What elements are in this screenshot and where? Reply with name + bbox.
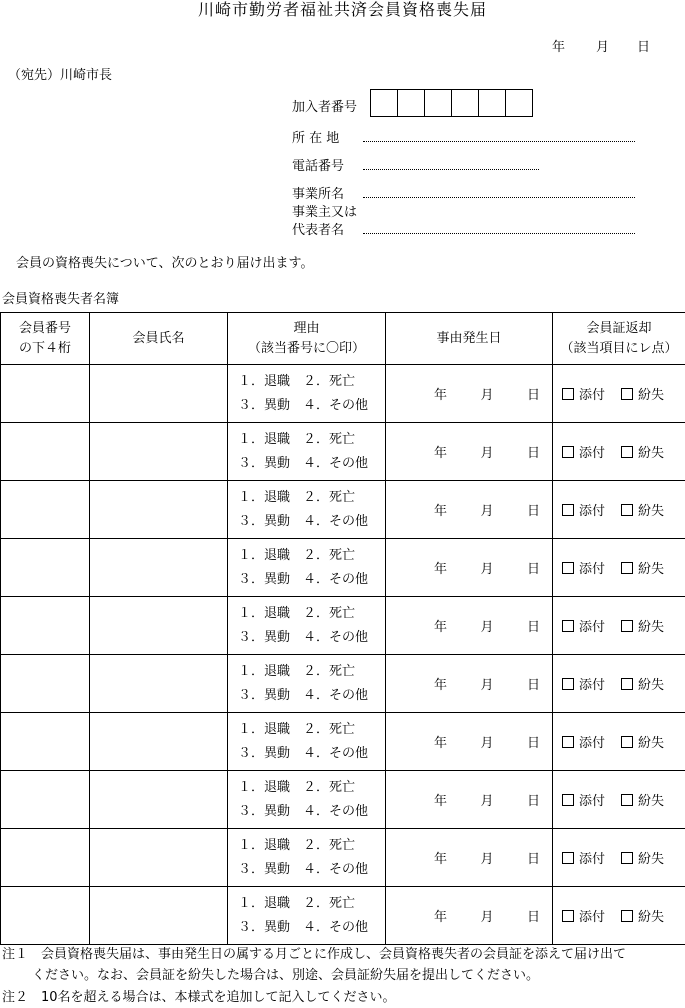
lost-label: 紛失	[638, 562, 664, 577]
return-options	[553, 732, 685, 751]
lost-checkbox[interactable]	[621, 620, 633, 632]
return-cell	[553, 539, 685, 597]
member-no-label: 加入者番号	[292, 96, 357, 115]
date-cell[interactable]	[386, 423, 553, 481]
member-name-cell[interactable]	[90, 771, 228, 829]
date-year-label: 年	[434, 732, 447, 751]
table-row	[1, 539, 685, 597]
member-no-cell[interactable]	[1, 829, 90, 887]
list-title: 会員資格喪失者名簿	[2, 288, 119, 307]
lost-label: 紛失	[638, 446, 664, 461]
attach-checkbox[interactable]	[562, 562, 574, 574]
return-options	[553, 906, 685, 925]
date-parts	[386, 674, 552, 693]
header-reason-line2: （該当番号に〇印）	[228, 339, 385, 359]
phone-field[interactable]	[363, 169, 539, 170]
date-cell[interactable]	[386, 713, 553, 771]
date-month-label: 月	[480, 674, 493, 693]
member-name-cell[interactable]	[90, 365, 228, 423]
date-year-label: 年	[434, 790, 447, 809]
intro-text: 会員の資格喪失について、次のとおり届け出ます。	[16, 252, 313, 271]
reason-options-line1: １．退職 ２．死亡	[228, 370, 385, 394]
addressee: （宛先）川崎市長	[8, 64, 112, 83]
table-row	[1, 887, 685, 945]
attach-checkbox[interactable]	[562, 446, 574, 458]
date-parts	[386, 616, 552, 635]
reason-cell[interactable]	[228, 655, 386, 713]
member-no-cell[interactable]	[1, 655, 90, 713]
reason-options-line2: ３．異動 ４．その他	[228, 684, 385, 708]
reason-options-line2: ３．異動 ４．その他	[228, 568, 385, 592]
reason-options-line1: １．退職 ２．死亡	[228, 892, 385, 916]
rep-label-2: 代表者名	[292, 219, 344, 238]
lost-checkbox[interactable]	[621, 446, 633, 458]
reason-options-line2: ３．異動 ４．その他	[228, 510, 385, 534]
date-month-label: 月	[480, 442, 493, 461]
date-month-label: 月	[480, 384, 493, 403]
member-no-digit[interactable]	[371, 90, 397, 116]
return-cell	[553, 597, 685, 655]
reason-options-line1: １．退職 ２．死亡	[228, 486, 385, 510]
member-no-cell[interactable]	[1, 597, 90, 655]
date-day-label: 日	[527, 906, 540, 925]
return-options	[553, 500, 685, 519]
lost-checkbox[interactable]	[621, 678, 633, 690]
member-no-digit[interactable]	[505, 90, 532, 116]
reason-options-line1: １．退職 ２．死亡	[228, 834, 385, 858]
date-day-label: 日	[527, 442, 540, 461]
attach-label: 添付	[579, 736, 605, 751]
date-day-label: 日	[527, 848, 540, 867]
member-no-cell[interactable]	[1, 481, 90, 539]
lost-label: 紛失	[638, 736, 664, 751]
return-cell	[553, 829, 685, 887]
reason-options-line1: １．退職 ２．死亡	[228, 660, 385, 684]
member-name-cell[interactable]	[90, 597, 228, 655]
lost-label: 紛失	[638, 620, 664, 635]
lost-checkbox[interactable]	[621, 562, 633, 574]
date-cell[interactable]	[386, 655, 553, 713]
member-no-cell[interactable]	[1, 423, 90, 481]
date-parts	[386, 906, 552, 925]
lost-label: 紛失	[638, 910, 664, 925]
lost-checkbox[interactable]	[621, 852, 633, 864]
date-day: 日	[637, 36, 650, 55]
reason-cell[interactable]	[228, 713, 386, 771]
date-parts	[386, 442, 552, 461]
return-options	[553, 848, 685, 867]
reason-cell[interactable]	[228, 365, 386, 423]
reason-cell[interactable]	[228, 771, 386, 829]
date-cell[interactable]	[386, 539, 553, 597]
date-day-label: 日	[527, 616, 540, 635]
date-month-label: 月	[480, 558, 493, 577]
date-year-label: 年	[434, 674, 447, 693]
attach-checkbox[interactable]	[562, 504, 574, 516]
lost-checkbox[interactable]	[621, 910, 633, 922]
table-row	[1, 365, 685, 423]
date-cell[interactable]	[386, 597, 553, 655]
return-options	[553, 558, 685, 577]
reason-options-line2: ３．異動 ４．その他	[228, 742, 385, 766]
return-options	[553, 384, 685, 403]
reason-options-line2: ３．異動 ４．その他	[228, 800, 385, 824]
business-field[interactable]	[363, 197, 635, 198]
return-options	[553, 674, 685, 693]
member-no-cell[interactable]	[1, 539, 90, 597]
date-parts	[386, 384, 552, 403]
date-parts	[386, 732, 552, 751]
date-year-label: 年	[434, 500, 447, 519]
reason-options-line1: １．退職 ２．死亡	[228, 776, 385, 800]
date-cell[interactable]	[386, 771, 553, 829]
lost-label: 紛失	[638, 794, 664, 809]
address-label: 所 在 地	[292, 127, 339, 146]
return-cell	[553, 655, 685, 713]
date-month-label: 月	[480, 500, 493, 519]
date-day-label: 日	[527, 732, 540, 751]
note-2: 注２ 10名を超える場合は、本様式を追加して記入してください。	[2, 988, 396, 1008]
lost-checkbox[interactable]	[621, 388, 633, 400]
date-cell[interactable]	[386, 829, 553, 887]
date-year-label: 年	[434, 616, 447, 635]
reason-options-line2: ３．異動 ４．その他	[228, 626, 385, 650]
date-cell[interactable]	[386, 887, 553, 945]
table-row	[1, 423, 685, 481]
rep-label-1: 事業主又は	[292, 201, 357, 220]
member-no-cell[interactable]	[1, 365, 90, 423]
address-field[interactable]	[363, 141, 635, 142]
date-cell[interactable]	[386, 481, 553, 539]
attach-label: 添付	[579, 504, 605, 519]
date-cell[interactable]	[386, 365, 553, 423]
return-options	[553, 616, 685, 635]
lost-label: 紛失	[638, 852, 664, 867]
business-label: 事業所名	[292, 183, 344, 202]
lost-checkbox[interactable]	[621, 736, 633, 748]
member-no-digit[interactable]	[424, 90, 451, 116]
date-month-label: 月	[480, 906, 493, 925]
date-parts	[386, 790, 552, 809]
reason-options-line2: ３．異動 ４．その他	[228, 394, 385, 418]
member-no-cell[interactable]	[1, 887, 90, 945]
reason-options-line2: ３．異動 ４．その他	[228, 858, 385, 882]
reason-options-line2: ３．異動 ４．その他	[228, 452, 385, 476]
table-header-row	[1, 313, 685, 365]
return-options	[553, 442, 685, 461]
attach-label: 添付	[579, 678, 605, 693]
date-month-label: 月	[480, 616, 493, 635]
table-row	[1, 771, 685, 829]
reason-cell[interactable]	[228, 423, 386, 481]
date-parts	[386, 558, 552, 577]
lost-label: 紛失	[638, 388, 664, 403]
header-return	[553, 313, 685, 365]
lost-label: 紛失	[638, 678, 664, 693]
date-day-label: 日	[527, 558, 540, 577]
header-reason-line1: 理由	[228, 319, 385, 339]
form-title: 川崎市勤労者福祉共済会員資格喪失届	[0, 0, 685, 20]
member-name-cell[interactable]	[90, 539, 228, 597]
table-row	[1, 597, 685, 655]
return-options	[553, 790, 685, 809]
lost-checkbox[interactable]	[621, 794, 633, 806]
header-return-line2: （該当項目にレ点）	[553, 339, 685, 359]
member-name-cell[interactable]	[90, 655, 228, 713]
member-name-cell[interactable]	[90, 423, 228, 481]
return-cell	[553, 713, 685, 771]
return-cell	[553, 771, 685, 829]
reason-cell[interactable]	[228, 887, 386, 945]
phone-label: 電話番号	[292, 155, 344, 174]
reason-options-line1: １．退職 ２．死亡	[228, 544, 385, 568]
table-row	[1, 713, 685, 771]
table-row	[1, 481, 685, 539]
attach-label: 添付	[579, 446, 605, 461]
attach-checkbox[interactable]	[562, 852, 574, 864]
date-year-label: 年	[434, 906, 447, 925]
date-year-label: 年	[434, 558, 447, 577]
date-year: 年	[552, 36, 565, 55]
member-no-digit[interactable]	[478, 90, 505, 116]
date-month: 月	[596, 36, 609, 55]
lost-label: 紛失	[638, 504, 664, 519]
attach-label: 添付	[579, 620, 605, 635]
lost-checkbox[interactable]	[621, 504, 633, 516]
date-month-label: 月	[480, 732, 493, 751]
date-year-label: 年	[434, 442, 447, 461]
member-name-cell[interactable]	[90, 713, 228, 771]
attach-label: 添付	[579, 910, 605, 925]
attach-checkbox[interactable]	[562, 910, 574, 922]
date-month-label: 月	[480, 848, 493, 867]
note-1-line1: 注１ 会員資格喪失届は、事由発生日の属する月ごとに作成し、会員資格喪失者の会員証を添えて届け出て	[2, 945, 626, 965]
note-1-line2: ください。なお、会員証を紛失した場合は、別途、会員証紛失届を提出してください。	[32, 966, 539, 986]
reason-cell[interactable]	[228, 539, 386, 597]
table-row	[1, 655, 685, 713]
attach-label: 添付	[579, 388, 605, 403]
header-member-name: 会員氏名	[90, 313, 228, 365]
reason-options-line1: １．退職 ２．死亡	[228, 718, 385, 742]
date-parts	[386, 500, 552, 519]
representative-field[interactable]	[363, 233, 635, 234]
return-cell	[553, 423, 685, 481]
header-reason	[228, 313, 386, 365]
return-cell	[553, 481, 685, 539]
reason-options-line2: ３．異動 ４．その他	[228, 916, 385, 940]
header-member-no-line2: の下４桁	[1, 339, 89, 359]
attach-checkbox[interactable]	[562, 794, 574, 806]
attach-label: 添付	[579, 852, 605, 867]
reason-cell[interactable]	[228, 481, 386, 539]
member-roster-table	[0, 312, 685, 945]
attach-label: 添付	[579, 562, 605, 577]
return-cell	[553, 365, 685, 423]
reason-options-line1: １．退職 ２．死亡	[228, 428, 385, 452]
member-no-boxes[interactable]	[370, 89, 533, 117]
date-month-label: 月	[480, 790, 493, 809]
header-member-no-line1: 会員番号	[1, 319, 89, 339]
attach-checkbox[interactable]	[562, 678, 574, 690]
table-row	[1, 829, 685, 887]
reason-options-line1: １．退職 ２．死亡	[228, 602, 385, 626]
reason-cell[interactable]	[228, 597, 386, 655]
attach-checkbox[interactable]	[562, 620, 574, 632]
member-no-cell[interactable]	[1, 771, 90, 829]
date-day-label: 日	[527, 790, 540, 809]
roster-body	[1, 365, 685, 945]
date-day-label: 日	[527, 384, 540, 403]
date-year-label: 年	[434, 384, 447, 403]
date-day-label: 日	[527, 674, 540, 693]
date-parts	[386, 848, 552, 867]
header-date: 事由発生日	[386, 313, 553, 365]
header-member-no	[1, 313, 90, 365]
member-name-cell[interactable]	[90, 829, 228, 887]
date-day-label: 日	[527, 500, 540, 519]
return-cell	[553, 887, 685, 945]
member-name-cell[interactable]	[90, 887, 228, 945]
header-return-line1: 会員証返却	[553, 319, 685, 339]
member-name-cell[interactable]	[90, 481, 228, 539]
attach-checkbox[interactable]	[562, 388, 574, 400]
member-no-digit[interactable]	[451, 90, 478, 116]
attach-label: 添付	[579, 794, 605, 809]
reason-cell[interactable]	[228, 829, 386, 887]
date-year-label: 年	[434, 848, 447, 867]
attach-checkbox[interactable]	[562, 736, 574, 748]
member-no-cell[interactable]	[1, 713, 90, 771]
member-no-digit[interactable]	[397, 90, 424, 116]
